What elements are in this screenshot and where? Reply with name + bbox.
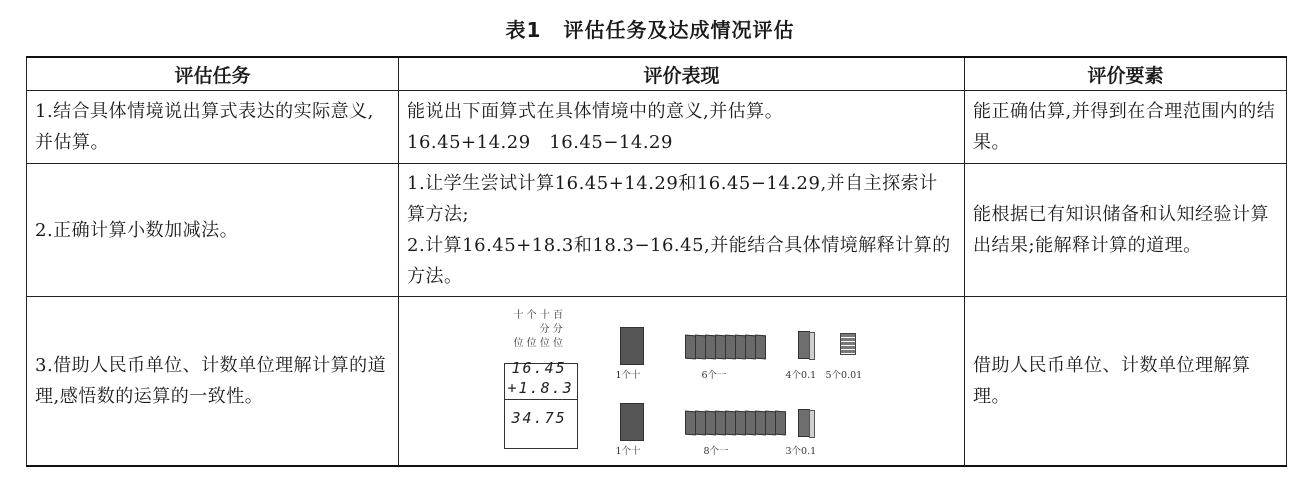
place-value-figure xyxy=(402,301,962,461)
ones-blocks-icon xyxy=(686,335,766,357)
hundredth-block-icon xyxy=(840,333,856,355)
performance-line: 能说出下面算式在具体情境中的意义,并估算。 xyxy=(407,101,784,122)
table-row xyxy=(27,164,1287,297)
caption-tenths: 4个0.1 xyxy=(785,370,817,381)
performance-cell xyxy=(399,164,965,297)
tenth-block-icon xyxy=(798,409,810,437)
task-cell: 1.结合具体情境说出算式表达的实际意义,并估算。 xyxy=(27,91,399,164)
caption-tenths: 3个0.1 xyxy=(785,446,817,457)
place-header-line: 分 分 xyxy=(539,324,563,335)
place-header-line: 位 位 位 位 xyxy=(513,338,564,349)
element-cell: 能根据已有知识储备和认知经验计算出结果;能解释计算的道理。 xyxy=(965,164,1287,297)
ten-block-icon xyxy=(620,327,644,365)
performance-formula: 16.45+14.29 16.45−14.29 xyxy=(407,132,673,153)
place-header-line: 十 个 十 百 xyxy=(513,310,564,321)
task-cell: 2.正确计算小数加减法。 xyxy=(27,164,399,297)
caption-ones: 6个一 xyxy=(701,370,727,381)
calc-divider xyxy=(504,399,578,400)
performance-cell xyxy=(399,91,965,164)
performance-figure-cell xyxy=(399,297,965,467)
tenth-block-icon xyxy=(798,331,810,359)
table-row xyxy=(27,91,1287,164)
evaluation-table xyxy=(26,56,1287,467)
performance-line: 2.计算16.45+18.3和18.3−16.45,并能结合具体情境解释计算的方法。 xyxy=(407,235,951,287)
performance-line: 1.让学生尝试计算16.45+14.29和16.45−14.29,并自主探索计算方法; xyxy=(407,173,938,225)
caption-tens: 1个十 xyxy=(615,370,641,381)
header-task: 评估任务 xyxy=(27,57,399,91)
element-cell: 借助人民币单位、计数单位理解算理。 xyxy=(965,297,1287,467)
ones-blocks-icon xyxy=(686,411,786,433)
element-cell: 能正确估算,并得到在合理范围内的结果。 xyxy=(965,91,1287,164)
caption-tens: 1个十 xyxy=(615,446,641,457)
header-element: 评价要素 xyxy=(965,57,1287,91)
header-performance: 评价表现 xyxy=(399,57,965,91)
table-row xyxy=(27,297,1287,467)
caption-ones: 8个一 xyxy=(703,446,729,457)
caption-hundredths: 5个0.01 xyxy=(825,370,863,381)
table-caption: 评估任务及达成情况评估 xyxy=(563,18,795,42)
calc-line-2: +1.8.3 xyxy=(507,379,574,397)
table-title xyxy=(0,14,1300,43)
calc-line-1: 16.45 xyxy=(511,359,567,377)
table-number: 表1 xyxy=(505,18,542,42)
ten-block-icon xyxy=(620,403,644,441)
calc-result: 34.75 xyxy=(511,409,567,427)
task-cell: 3.借助人民币单位、计数单位理解计算的道理,感悟数的运算的一致性。 xyxy=(27,297,399,467)
header-row xyxy=(27,57,1287,91)
